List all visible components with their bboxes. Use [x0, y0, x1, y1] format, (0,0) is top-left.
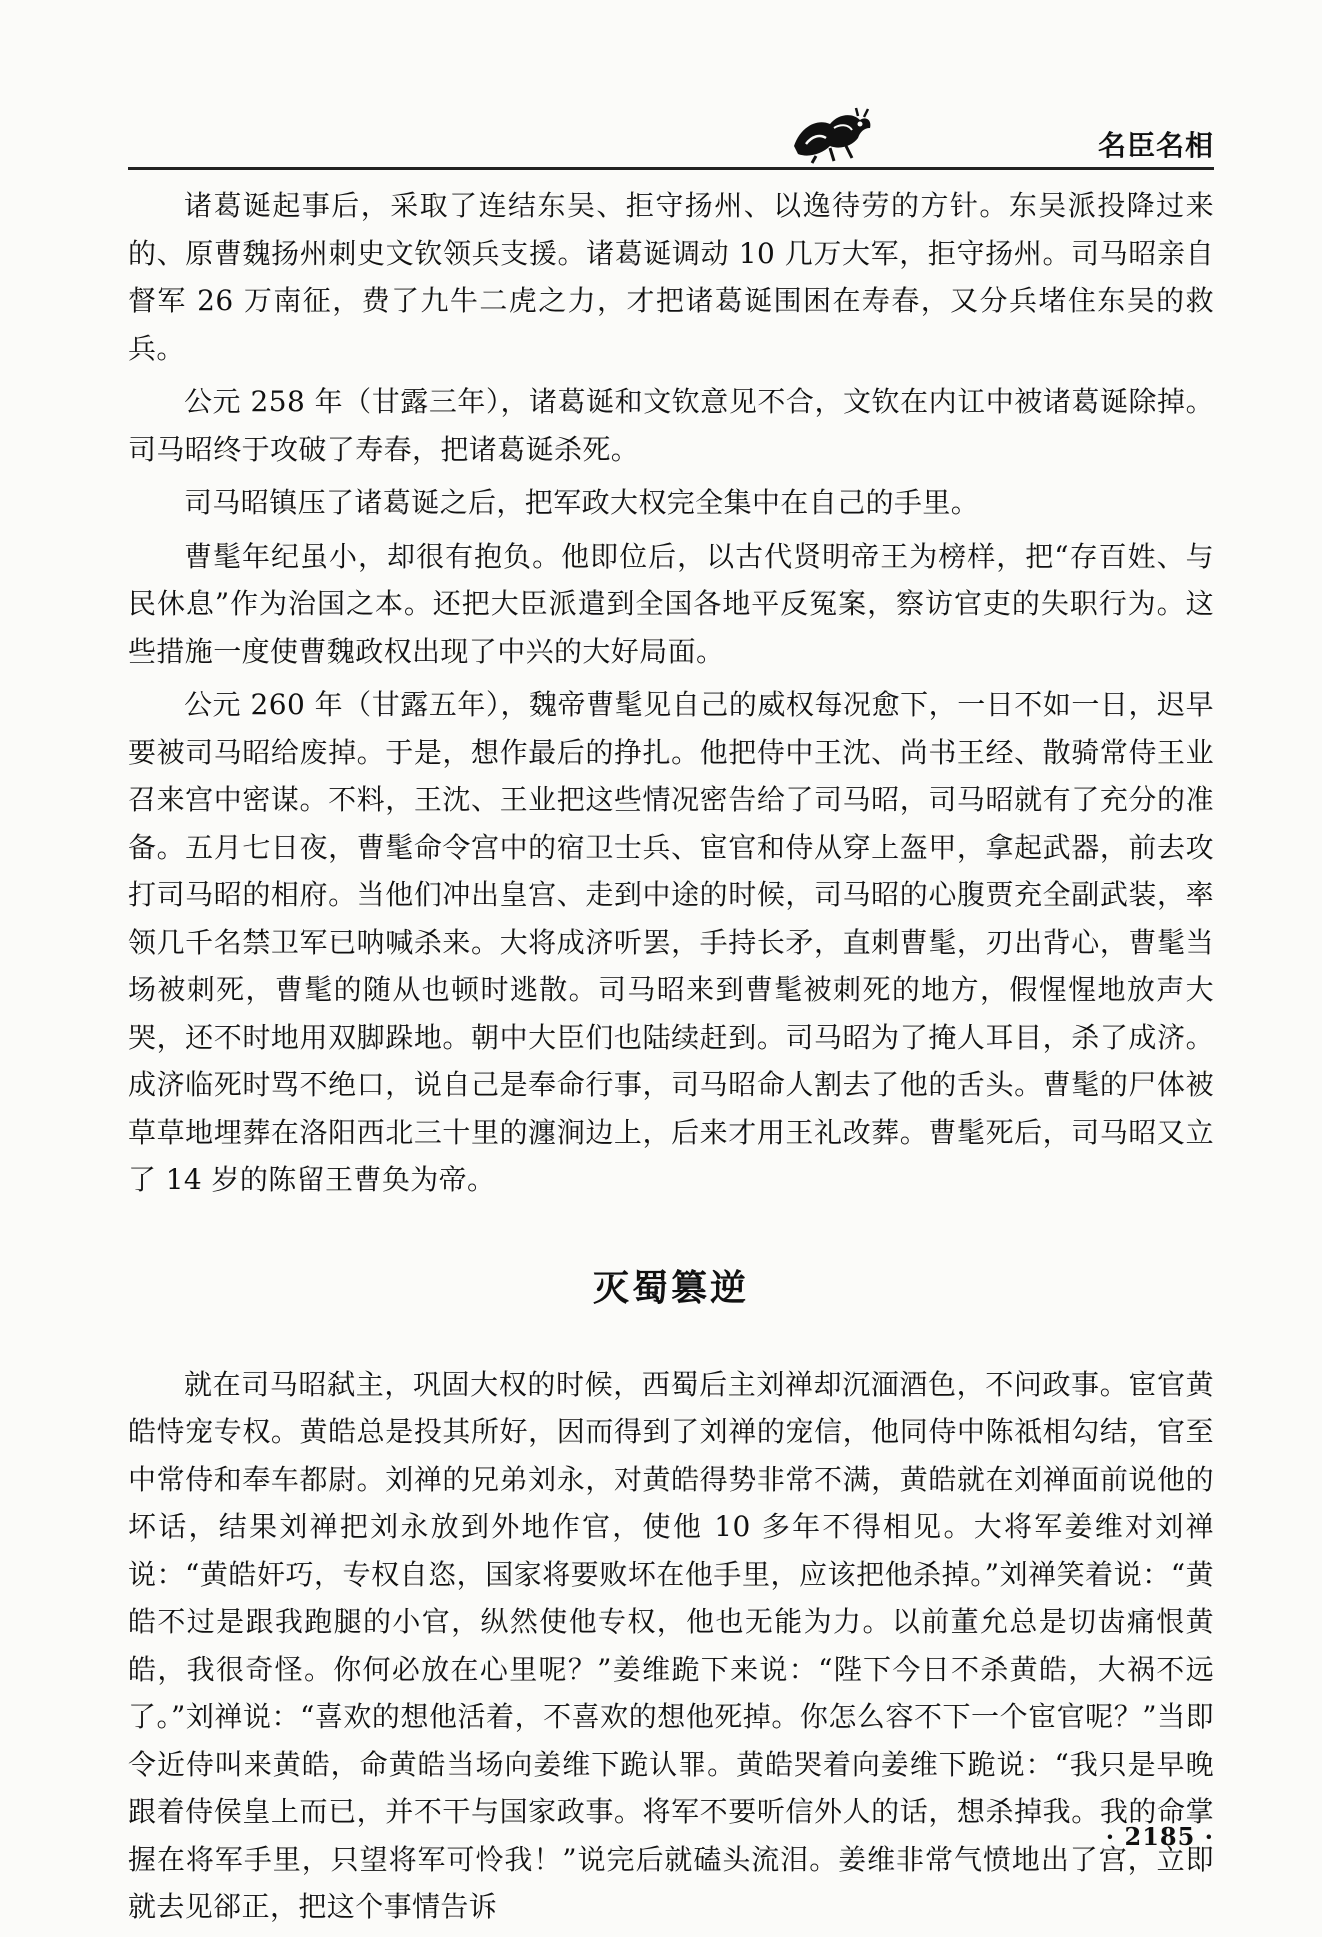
main-text — [128, 182, 1214, 1937]
dragon-icon — [786, 106, 876, 164]
paragraph: 曹髦年纪虽小，却很有抱负。他即位后，以古代贤明帝王为榜样，把“存百姓、与民休息”作为治国之本。还把大臣派遣到全国各地平反冤案，察访官吏的失职行为。这些措施一度使曹魏政权出现了中兴的大好局面。 — [128, 539, 1214, 668]
paragraph: 司马昭镇压了诸葛诞之后，把军政大权完全集中在自己的手里。 — [184, 486, 980, 519]
paragraph: 公元 260 年（甘露五年），魏帝曹髦见自己的威权每况愈下，一日不如一日，迟早要被司马昭给废掉。于是，想作最后的挣扎。他把侍中王沈、尚书王经、散骑常侍王业召来宫中密谋。不料，王沈、王业把这些情况密告给了司马昭，司马昭就有了充分的准备。五月七日夜，曹髦命令宫中的宿卫士兵、宦官和侍从穿上盔甲，拿起武器，前去攻打司马昭的相府。当他们冲出皇宫、走到中途的时候，司马昭的心腹贾充全副武装，率领几千名禁卫军已呐喊杀来。大将成济听罢，手持长矛，直刺曹髦，刃出背心，曹髦当场被刺死，曹髦的随从也顿时逃散。司马昭来到曹髦被刺死的地方，假惺惺地放声大哭，还不时地用双脚跺地。朝中大臣们也陆续赶到。司马昭为了掩人耳目，杀了成济。成济临死时骂不绝口，说自己是奉命行事，司马昭命人割去了他的舌头。曹髦的尸体被草草地埋葬在洛阳西北三十里的瀍涧边上，后来才用王礼改葬。曹髦死后，司马昭又立了 14 岁的陈留王曹奂为帝。 — [128, 688, 1214, 1196]
section-title: 灭蜀篡逆 — [592, 1267, 749, 1309]
header-divider — [128, 167, 1214, 170]
paragraph: 就在司马昭弑主，巩固大权的时候，西蜀后主刘禅却沉湎酒色，不问政事。宦官黄皓恃宠专权。黄皓总是投其所好，因而得到了刘禅的宠信，他同侍中陈祗相勾结，官至中常侍和奉车都尉。刘禅的兄弟刘永，对黄皓得势非常不满，黄皓就在刘禅面前说他的坏话，结果刘禅把刘永放到外地作官，使他 10 多年不得相见。大将军姜维对刘禅说：“黄皓奸巧，专权自恣，国家将要败坏在他手里，应该把他杀掉。”刘禅笑着说：“黄皓不过是跟我跑腿的小官，纵然使他专权，他也无能为力。以前董允总是切齿痛恨黄皓，我很奇怪。你何必放在心里呢？”姜维跪下来说：“陛下今日不杀黄皓，大祸不远了。”刘禅说：“喜欢的想他活着，不喜欢的想他死掉。你怎么容不下一个宦官呢？”当即令近侍叫来黄皓，命黄皓当场向姜维下跪认罪。黄皓哭着向姜维下跪说：“我只是早晚跟着侍侯皇上而已，并不干与国家政事。将军不要听信外人的话，想杀掉我。我的命掌握在将军手里，只望将军可怜我！”说完后就磕头流泪。姜维非常气愤地出了宫，立即就去见郤正，把这个事情告诉 — [128, 1367, 1214, 1923]
page-number: · 2185 · — [1105, 1822, 1214, 1851]
page-header — [128, 106, 1214, 168]
header-title: 名臣名相 — [1097, 129, 1214, 162]
paragraph: 公元 258 年（甘露三年），诸葛诞和文钦意见不合，文钦在内讧中被诸葛诞除掉。司马昭终于攻破了寿春，把诸葛诞杀死。 — [128, 385, 1214, 466]
paragraph: 诸葛诞起事后，采取了连结东吴、拒守扬州、以逸待劳的方针。东吴派投降过来的、原曹魏扬州刺史文钦领兵支援。诸葛诞调动 10 几万大军，拒守扬州。司马昭亲自督军 26 万南征，费了九牛二虎之力，才把诸葛诞围困在寿春，又分兵堵住东吴的救兵。 — [128, 189, 1214, 365]
